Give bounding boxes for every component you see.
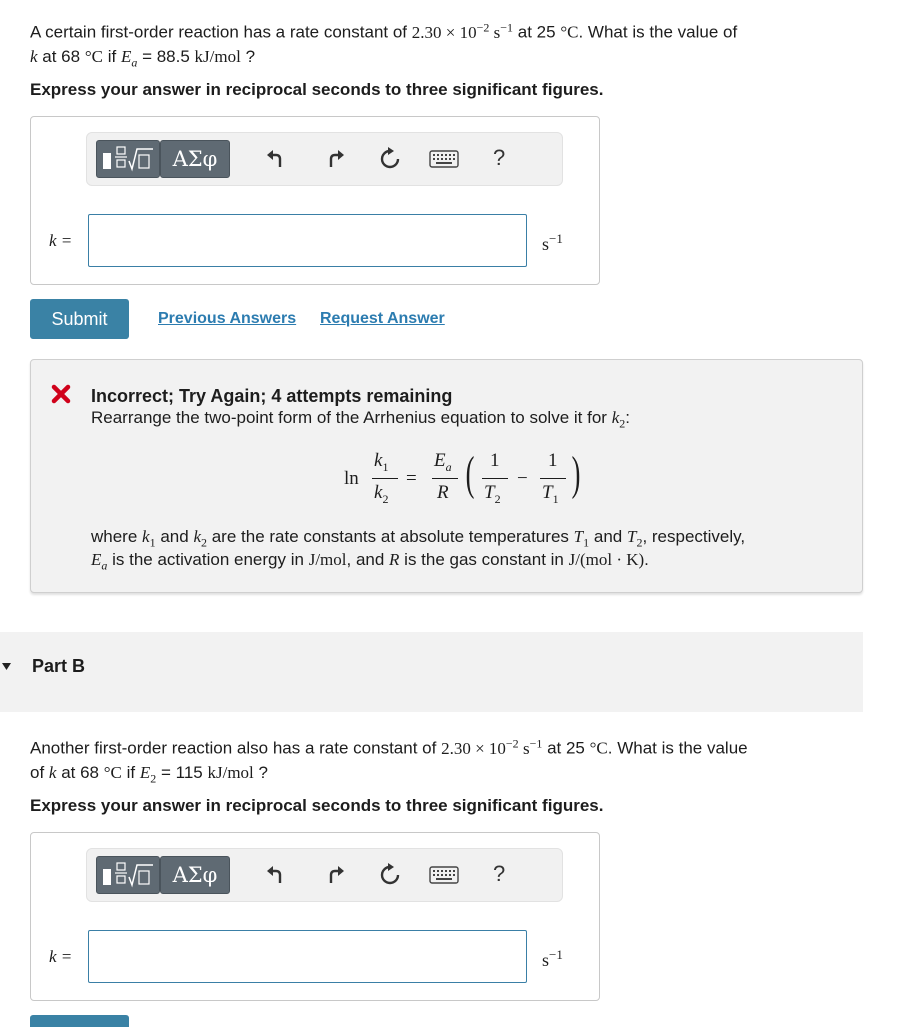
previous-answers-link[interactable]: Previous Answers — [158, 310, 297, 327]
request-answer-link[interactable]: Request Answer — [320, 310, 445, 327]
reset-icon — [377, 862, 403, 888]
part-b-answer-box — [30, 832, 600, 1001]
reset-button[interactable] — [377, 862, 403, 893]
rate-constant: $2.30 \times 10^{-2}$ $s^{-1}$ — [411, 20, 514, 42]
keyboard-icon — [429, 149, 459, 169]
greek-symbols-button[interactable]: ΑΣφ — [160, 856, 230, 894]
arrhenius-equation: ln $k_1$ $k_2$ = $E_a$ R ( 1 $T_2$ − 1 $T_1$ ) — [344, 447, 581, 506]
part-a-answer-box — [30, 116, 600, 285]
incorrect-icon — [51, 384, 71, 409]
redo-button[interactable] — [323, 863, 347, 892]
collapse-triangle-icon[interactable] — [2, 657, 12, 677]
answer-input[interactable] — [88, 930, 527, 983]
feedback-where-line2: $E_a$ is the activation energy in J/mol, and R is the gas constant in J/(mol · K). — [91, 550, 649, 573]
keyboard-button[interactable] — [429, 149, 459, 174]
undo-icon — [264, 147, 288, 171]
help-button[interactable]: ? — [493, 145, 506, 170]
feedback-title: Incorrect; Try Again; 4 attempts remaining — [91, 386, 453, 406]
part-a-instruction: Express your answer in reciprocal seconds to three significant figures. — [30, 80, 604, 99]
templates-button[interactable] — [96, 140, 160, 178]
k-label: k = — [49, 231, 73, 250]
feedback-where-line1: where $k_1$ and $k_2$ are the rate constants at absolute temperatures $T_1$ and $T_2$, respectively, — [91, 527, 746, 550]
part-b-title: Part B — [32, 656, 86, 676]
redo-icon — [323, 147, 347, 171]
templates-button[interactable] — [96, 856, 160, 894]
keyboard-button[interactable] — [429, 865, 459, 890]
undo-button[interactable] — [264, 147, 288, 176]
unit-label: $s^{-1}$ — [542, 231, 563, 254]
templates-icon — [97, 141, 159, 177]
reset-icon — [377, 146, 403, 172]
submit-button[interactable]: Submit — [30, 299, 129, 339]
templates-icon — [97, 857, 159, 893]
keyboard-icon — [429, 865, 459, 885]
k-label: k = — [49, 947, 73, 966]
unit-label: $s^{-1}$ — [542, 947, 563, 970]
feedback-hint: Rearrange the two-point form of the Arrhenius equation to solve it for $k_2$: — [91, 408, 630, 431]
redo-button[interactable] — [323, 147, 347, 176]
part-b-rate-constant: $2.30 \times 10^{-2}$ $s^{-1}$ — [441, 736, 543, 758]
part-a-question: A certain first-order reaction has a rate constant of $2.30 \times 10^{-2}$ $s^{-1}$ at 25 °C. What is the value of k at 68 °C if $E_a = 88.5$ kJ/mol ? — [30, 20, 738, 70]
undo-button[interactable] — [264, 863, 288, 892]
math-toolbar — [86, 132, 563, 186]
help-button[interactable]: ? — [493, 861, 506, 886]
part-b-submit-button[interactable] — [30, 1015, 129, 1027]
part-b-instruction: Express your answer in reciprocal seconds to three significant figures. — [30, 796, 604, 815]
feedback-panel — [30, 359, 863, 593]
greek-symbols-button[interactable]: ΑΣφ — [160, 140, 230, 178]
math-toolbar — [86, 848, 563, 902]
redo-icon — [323, 863, 347, 887]
part-b-header[interactable] — [0, 632, 863, 712]
part-b-question: Another first-order reaction also has a rate constant of $2.30 \times 10^{-2}$ $s^{-1}$ at 25 °C. What is the value of k at 68 °C if $E_2 = 115$ kJ/mol ? — [30, 736, 748, 786]
reset-button[interactable] — [377, 146, 403, 177]
undo-icon — [264, 863, 288, 887]
answer-input[interactable] — [88, 214, 527, 267]
